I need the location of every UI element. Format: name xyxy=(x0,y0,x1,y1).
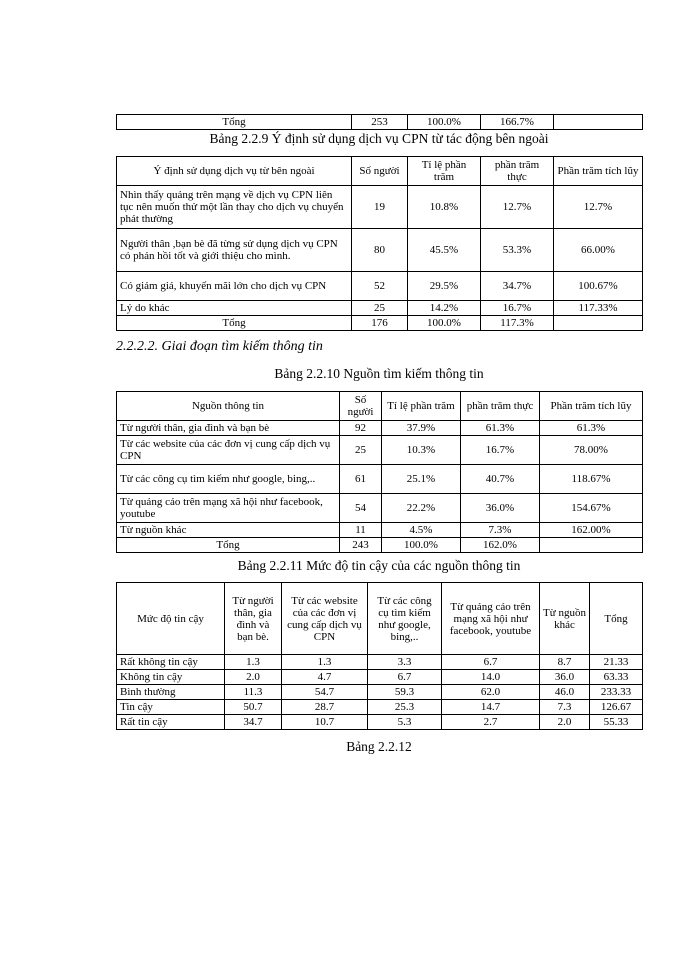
cell: 4.7 xyxy=(282,670,368,685)
total-count: 253 xyxy=(352,115,408,130)
table-row xyxy=(117,436,643,465)
cell: 12.7% xyxy=(481,186,554,229)
table-row xyxy=(117,670,643,685)
cell: 28.7 xyxy=(282,700,368,715)
table-header-row xyxy=(117,157,643,186)
cell: 25.3 xyxy=(368,700,442,715)
cell: 54 xyxy=(340,494,382,523)
row-label: Người thân ,bạn bè đã từng sử dụng dịch vụ CPN có phản hồi tốt và giới thiệu cho mình. xyxy=(117,229,352,272)
cell: 10.8% xyxy=(408,186,481,229)
table-header-row xyxy=(117,583,643,655)
column-header: Từ người thân, gia đình và bạn bè. xyxy=(225,583,282,655)
cell: 243 xyxy=(340,538,382,553)
table-row xyxy=(117,186,643,229)
total-label: Tổng xyxy=(117,316,352,331)
cell: 50.7 xyxy=(225,700,282,715)
table-row xyxy=(117,494,643,523)
section-heading: 2.2.2.2. Giai đoạn tìm kiếm thông tin xyxy=(116,339,323,354)
cell: 2.0 xyxy=(540,715,590,730)
column-header: Từ nguồn khác xyxy=(540,583,590,655)
cell: 100.67% xyxy=(554,272,643,301)
cell: 34.7% xyxy=(481,272,554,301)
row-label: Từ các website của các đơn vị cung cấp dịch vụ CPN xyxy=(117,436,340,465)
cell: 118.67% xyxy=(540,465,643,494)
cell: 40.7% xyxy=(461,465,540,494)
table-row xyxy=(117,465,643,494)
cell: 45.5% xyxy=(408,229,481,272)
row-label: Bình thường xyxy=(117,685,225,700)
table-2-2-11 xyxy=(116,582,643,730)
cell: 2.7 xyxy=(442,715,540,730)
total-valid: 166.7% xyxy=(481,115,554,130)
table-row xyxy=(117,229,643,272)
column-header: Phần trăm tích lũy xyxy=(540,392,643,421)
column-header: Số người xyxy=(340,392,382,421)
cell: 92 xyxy=(340,421,382,436)
total-cumulative xyxy=(554,115,643,130)
row-label: Từ các công cụ tìm kiếm như google, bing,.. xyxy=(117,465,340,494)
cell: 37.9% xyxy=(382,421,461,436)
cell: 59.3 xyxy=(368,685,442,700)
table-header-row xyxy=(117,392,643,421)
row-label: Từ người thân, gia đình và bạn bè xyxy=(117,421,340,436)
cell: 78.00% xyxy=(540,436,643,465)
cell: 14.2% xyxy=(408,301,481,316)
total-label: Tổng xyxy=(117,115,352,130)
column-header: Từ các website của các đơn vị cung cấp dịch vụ CPN xyxy=(282,583,368,655)
column-header: Tổng xyxy=(590,583,643,655)
cell: 46.0 xyxy=(540,685,590,700)
table-total-row xyxy=(117,538,643,553)
column-header: phần trăm thực xyxy=(461,392,540,421)
cell: 62.0 xyxy=(442,685,540,700)
table-row xyxy=(117,700,643,715)
cell: 25.1% xyxy=(382,465,461,494)
total-percent: 100.0% xyxy=(408,115,481,130)
cell: 4.5% xyxy=(382,523,461,538)
column-header: Ý định sử dụng dịch vụ từ bên ngoài xyxy=(117,157,352,186)
cell: 25 xyxy=(352,301,408,316)
row-label: Nhìn thấy quảng trên mạng về dịch vụ CPN liên tục nên muốn thử một lần thay cho dịch vụ chuyển phát thường xyxy=(117,186,352,229)
table-row xyxy=(117,115,643,130)
cell: 29.5% xyxy=(408,272,481,301)
row-label: Rất không tin cậy xyxy=(117,655,225,670)
cell: 1.3 xyxy=(282,655,368,670)
cell: 162.00% xyxy=(540,523,643,538)
table-total-row xyxy=(117,316,643,331)
caption-2-2-10: Bảng 2.2.10 Nguồn tìm kiếm thông tin xyxy=(274,366,484,381)
cell: 6.7 xyxy=(442,655,540,670)
cell: 12.7% xyxy=(554,186,643,229)
cell: 61 xyxy=(340,465,382,494)
column-header: Phần trăm tích lũy xyxy=(554,157,643,186)
cell: 16.7% xyxy=(461,436,540,465)
cell: 8.7 xyxy=(540,655,590,670)
row-label: Không tin cậy xyxy=(117,670,225,685)
cell: 36.0 xyxy=(540,670,590,685)
cell: 5.3 xyxy=(368,715,442,730)
table-2-2-10 xyxy=(116,391,643,553)
caption-2-2-9: Bảng 2.2.9 Ý định sử dụng dịch vụ CPN từ tác động bên ngoài xyxy=(209,131,549,146)
cell: 6.7 xyxy=(368,670,442,685)
column-header: Từ quảng cáo trên mạng xã hội như facebook, youtube xyxy=(442,583,540,655)
cell: 100.0% xyxy=(382,538,461,553)
column-header: phần trăm thực xyxy=(481,157,554,186)
cell: 176 xyxy=(352,316,408,331)
table-row xyxy=(117,715,643,730)
table-row xyxy=(117,301,643,316)
cell: 100.0% xyxy=(408,316,481,331)
cell: 52 xyxy=(352,272,408,301)
cell: 126.67 xyxy=(590,700,643,715)
cell: 55.33 xyxy=(590,715,643,730)
cell: 53.3% xyxy=(481,229,554,272)
column-header: Tỉ lệ phần trăm xyxy=(408,157,481,186)
row-label: Rất tin cậy xyxy=(117,715,225,730)
table-row xyxy=(117,655,643,670)
cell: 14.7 xyxy=(442,700,540,715)
total-label: Tổng xyxy=(117,538,340,553)
cell xyxy=(554,316,643,331)
cell: 117.3% xyxy=(481,316,554,331)
cell: 61.3% xyxy=(540,421,643,436)
cell: 19 xyxy=(352,186,408,229)
cell: 3.3 xyxy=(368,655,442,670)
cell: 25 xyxy=(340,436,382,465)
cell: 2.0 xyxy=(225,670,282,685)
table-2-2-9 xyxy=(116,156,643,331)
cell: 7.3% xyxy=(461,523,540,538)
table-row xyxy=(117,685,643,700)
caption-2-2-11: Bảng 2.2.11 Mức độ tin cậy của các nguồn thông tin xyxy=(237,558,521,573)
cell: 11 xyxy=(340,523,382,538)
cell: 63.33 xyxy=(590,670,643,685)
caption-2-2-12: Bảng 2.2.12 xyxy=(346,739,412,754)
table-row xyxy=(117,421,643,436)
cell: 34.7 xyxy=(225,715,282,730)
cell: 80 xyxy=(352,229,408,272)
cell: 7.3 xyxy=(540,700,590,715)
row-label: Có giảm giá, khuyến mãi lớn cho dịch vụ CPN xyxy=(117,272,352,301)
cell: 16.7% xyxy=(481,301,554,316)
row-label: Từ nguồn khác xyxy=(117,523,340,538)
cell: 22.2% xyxy=(382,494,461,523)
cell: 66.00% xyxy=(554,229,643,272)
cell: 11.3 xyxy=(225,685,282,700)
cell: 14.0 xyxy=(442,670,540,685)
cell: 233.33 xyxy=(590,685,643,700)
cell: 162.0% xyxy=(461,538,540,553)
column-header: Số người xyxy=(352,157,408,186)
cell: 54.7 xyxy=(282,685,368,700)
cell: 117.33% xyxy=(554,301,643,316)
cell xyxy=(540,538,643,553)
cell: 36.0% xyxy=(461,494,540,523)
row-label: Lý do khác xyxy=(117,301,352,316)
row-label: Từ quảng cáo trên mạng xã hội như facebook, youtube xyxy=(117,494,340,523)
column-header: Nguồn thông tin xyxy=(117,392,340,421)
row-label: Tin cậy xyxy=(117,700,225,715)
cell: 154.67% xyxy=(540,494,643,523)
table-row xyxy=(117,523,643,538)
column-header: Tỉ lệ phần trăm xyxy=(382,392,461,421)
cell: 21.33 xyxy=(590,655,643,670)
cell: 1.3 xyxy=(225,655,282,670)
column-header: Mức độ tin cậy xyxy=(117,583,225,655)
table-row xyxy=(117,272,643,301)
top-total-table xyxy=(116,114,643,130)
cell: 61.3% xyxy=(461,421,540,436)
cell: 10.7 xyxy=(282,715,368,730)
cell: 10.3% xyxy=(382,436,461,465)
column-header: Từ các công cụ tìm kiếm như google, bing,.. xyxy=(368,583,442,655)
